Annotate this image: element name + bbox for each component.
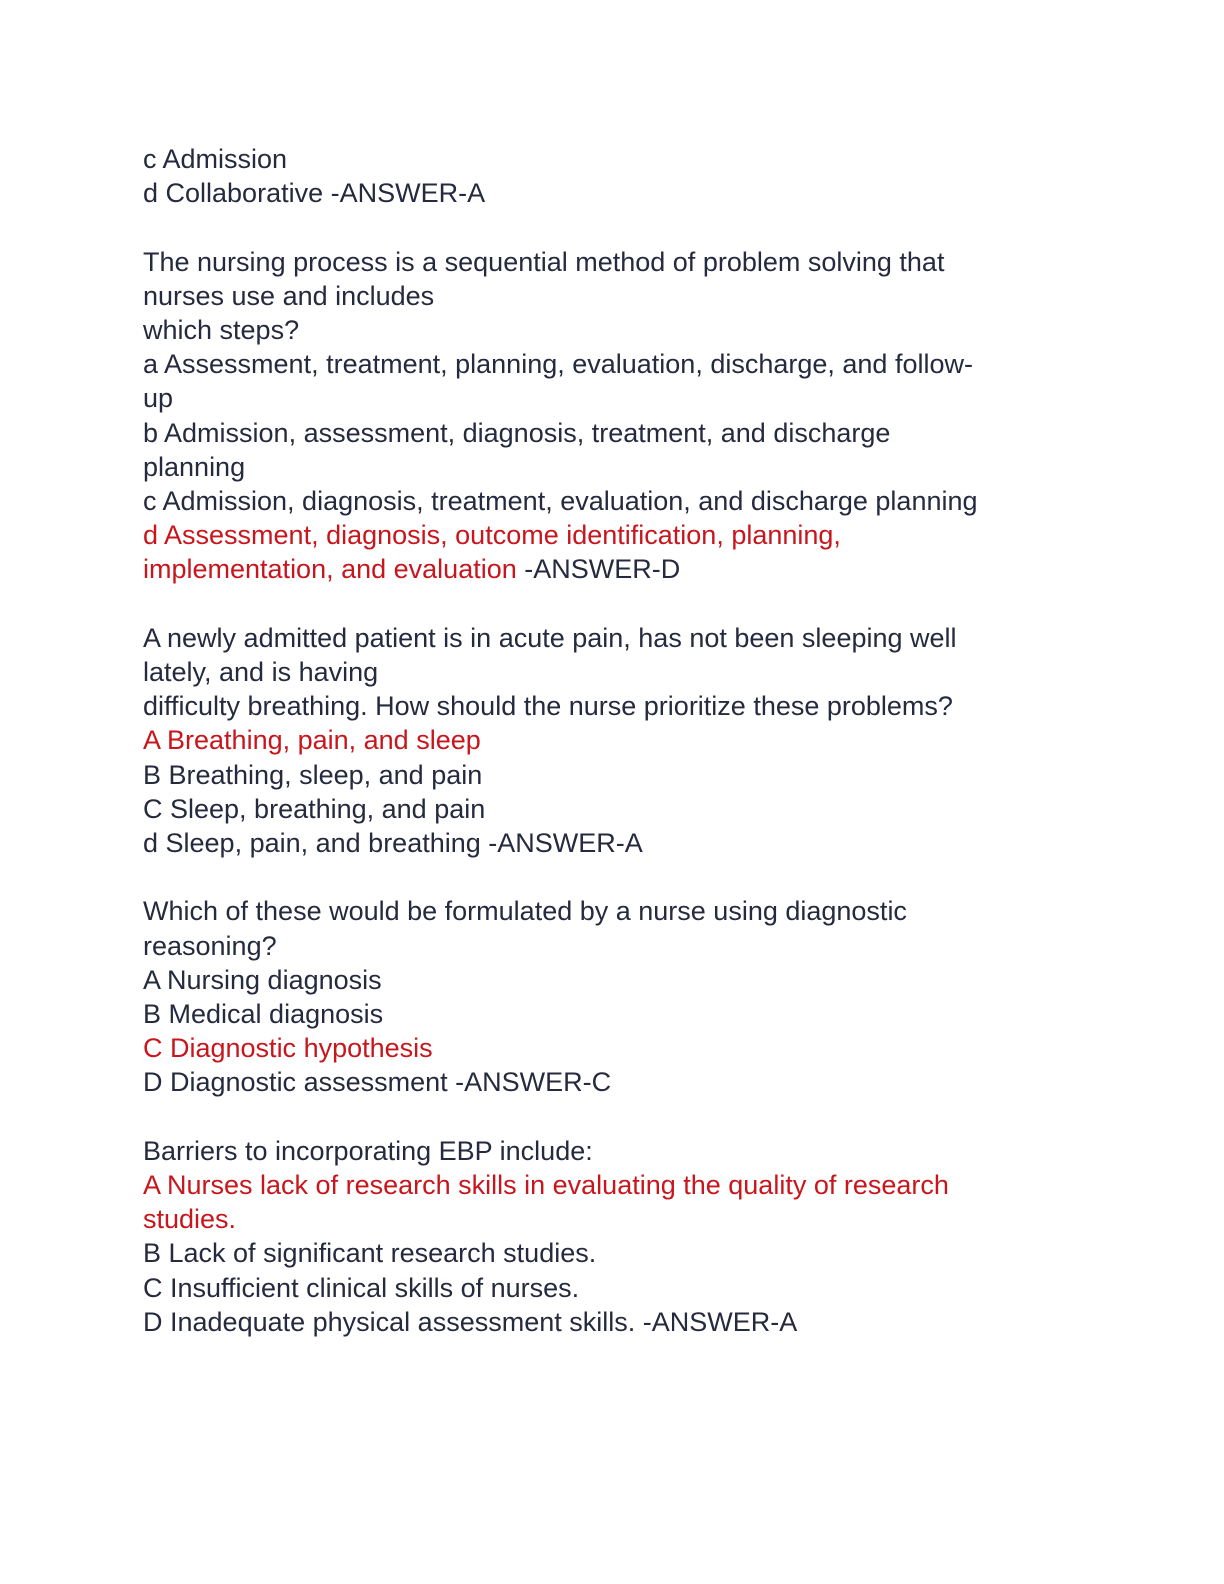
question-block-q3 (143, 894, 1083, 1099)
text-line: difficulty breathing. How should the nurse prioritize these problems? (143, 691, 953, 722)
text-line: B Breathing, sleep, and pain (143, 759, 483, 790)
highlighted-answer-line: A Breathing, pain, and sleep (143, 725, 481, 756)
text-line: The nursing process is a sequential method of problem solving that (143, 246, 945, 277)
text-line: Barriers to incorporating EBP include: (143, 1135, 593, 1166)
text-line: reasoning? (143, 930, 277, 961)
text-line: d Collaborative -ANSWER-A (143, 178, 486, 209)
text-line: lately, and is having (143, 657, 379, 688)
paragraph-gap (143, 860, 1083, 894)
question-block-q2 (143, 621, 1083, 860)
text-line-mixed (143, 552, 1083, 586)
text-line: C Sleep, breathing, and pain (143, 793, 486, 824)
text-line: D Inadequate physical assessment skills. -ANSWER-A (143, 1306, 798, 1337)
text-line: A Nursing diagnosis (143, 964, 382, 995)
paragraph-gap (143, 587, 1083, 621)
text-line: nurses use and includes (143, 280, 435, 311)
paragraph-gap (143, 1100, 1083, 1134)
paragraph-gap (143, 210, 1083, 244)
question-block-q4 (143, 1134, 1083, 1339)
text-line: planning (143, 451, 246, 482)
document-text (143, 142, 1083, 1339)
text-line: B Lack of significant research studies. (143, 1238, 597, 1269)
text-line: c Admission (143, 144, 288, 174)
text-line: which steps? (143, 315, 300, 345)
text-line: B Medical diagnosis (143, 999, 384, 1030)
highlighted-answer-line: d Assessment, diagnosis, outcome identification, planning, (143, 520, 841, 551)
text-line: A newly admitted patient is in acute pain, has not been sleeping well (143, 622, 957, 653)
highlighted-answer-line: A Nurses lack of research skills in evaluating the quality of research (143, 1170, 949, 1201)
text-line: b Admission, assessment, diagnosis, treatment, and discharge (143, 417, 891, 448)
text-line: up (143, 383, 174, 414)
text-line: a Assessment, treatment, planning, evaluation, discharge, and follow- (143, 349, 973, 380)
highlighted-answer-text: implementation, and evaluation (143, 554, 517, 585)
text-line: D Diagnostic assessment -ANSWER-C (143, 1067, 612, 1098)
text-line: Which of these would be formulated by a nurse using diagnostic (143, 896, 907, 927)
text-line: C Insufficient clinical skills of nurses. (143, 1272, 580, 1303)
question-block-q0 (143, 142, 1083, 210)
answer-key-text: -ANSWER-D (516, 554, 681, 585)
highlighted-answer-line: studies. (143, 1204, 237, 1235)
text-line: d Sleep, pain, and breathing -ANSWER-A (143, 828, 643, 859)
question-block-q1 (143, 245, 1083, 587)
highlighted-answer-line: C Diagnostic hypothesis (143, 1033, 433, 1064)
text-line: c Admission, diagnosis, treatment, evaluation, and discharge planning (143, 486, 978, 517)
